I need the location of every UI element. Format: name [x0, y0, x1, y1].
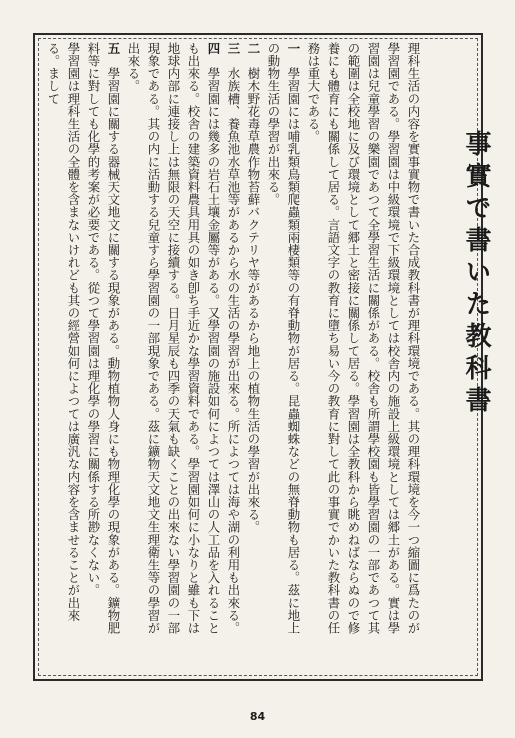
body-text [46, 42, 423, 646]
item-number: 一 [286, 42, 301, 55]
intro-paragraph: 理科生活の内容を實事實物で書いた合成教科書が理科環境である。其の理科環境を今一つ縮圖に爲たのが學習園である。學習園は中級環境で下級環境としては校舎内の施設上級環境としては郷土がある。實は學習園は兒童學習の樂園であつて全學習生活に關係がある。校舎も所謂學校園も皆學習園の一部であつて其の範圍は全校地に及び環境として郷土と密接に關係して居る。學習園は全教科から眺めねばならぬので修養にも體育にも關係して居る。言語文字の教育に墮ち易い今の教育に對して此の事實でかいた教科書の任務は重大である。 [306, 42, 421, 635]
list-item [263, 42, 303, 646]
item-number: 四 [206, 42, 221, 55]
list-item [223, 42, 243, 646]
item-text: 學習園には幾多の岩石土壤金屬等がある。又學習園の施設如何によつては澤山の人工品を入れることも出來る。校舎の建築資料農具用具の如き卽ち手近かな學習資料である。學習園如何に小なりと雖も下は地球内部に連接し上は無限の天空に接續する。日月星辰も四季の天氣も缺くことの出來ない學習園の一部現象である。其の内に活動する兒童すら學習園の一部現象である。茲に鑛物天文地文生理衛生等の學習が出來る。 [126, 42, 221, 635]
list-item [123, 42, 223, 646]
item-number: 二 [246, 42, 261, 55]
list-item [83, 42, 123, 646]
list-item [243, 42, 263, 646]
item-number: 三 [226, 42, 241, 55]
page-title: 事實で書いた教科書 [461, 130, 491, 418]
item-text: 學習園に關する器械天文地文に關する現象がある。動物植物人身にも物理化學の現象がある。鑛物肥料等に對しても化學的考案が必要である。從つて學習園は理化學の學習に關係する所尠なくない。 [86, 42, 121, 635]
closing-paragraph: 學習園は理科生活の全體を含まないけれども其の經營如何によつては廣汎な内容を含ませることが出來る。まして [46, 42, 81, 622]
page-number: 84 [249, 710, 266, 723]
item-number: 五 [106, 42, 121, 55]
item-text: 學習園には哺乳類鳥類爬蟲類兩棲類等の有脊動物が居る。昆蟲蜘蛛などの無脊動物も居る。茲に地上の動物生活の學習が出來る。 [266, 42, 301, 635]
item-text: 樹木野花毒草農作物苔蘚バクテリヤ等があるから地上の植物生活の學習が出來る。 [246, 67, 261, 534]
item-text: 水族槽、養魚池水草池等があるから水の生活の學習が出來る。所によつては海や湖の利用も出來る。 [226, 67, 241, 635]
